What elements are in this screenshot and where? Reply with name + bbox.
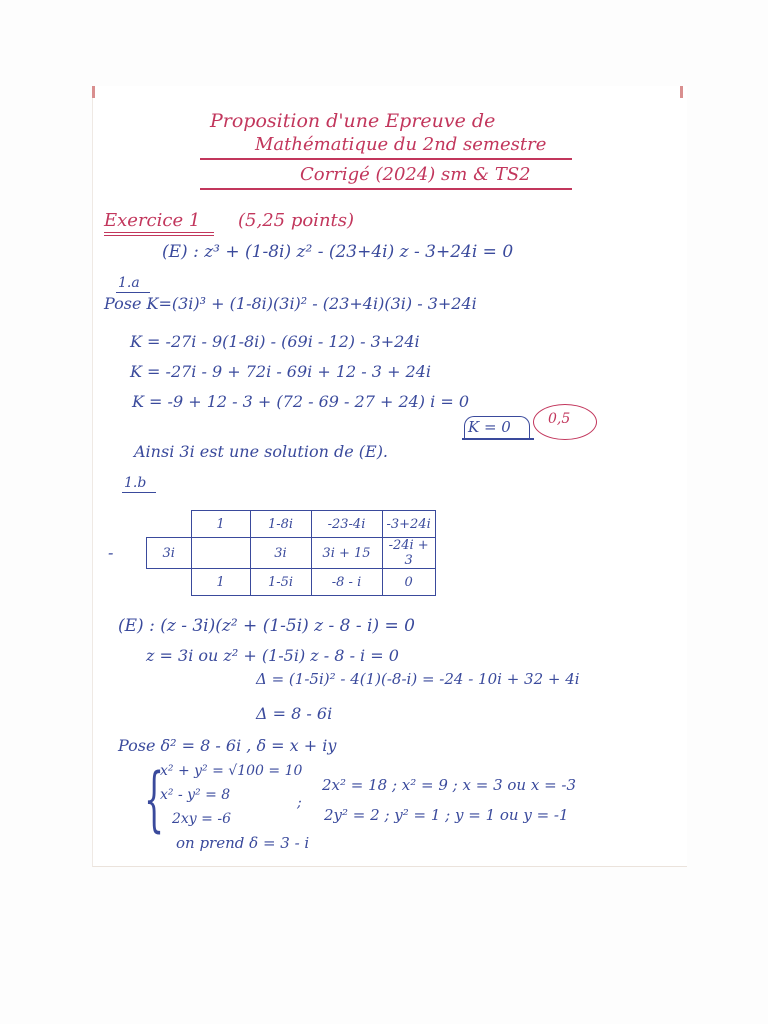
part-1a-line-4: K = -9 + 12 - 3 + (72 - 69 - 27 + 24) i = 0 (132, 392, 470, 411)
part-1b-underline (122, 492, 156, 493)
header-title-line-3: Corrigé (2024) sm & TS2 (300, 164, 531, 185)
system-brace: { (144, 758, 165, 840)
table-cell: 1-8i (250, 511, 311, 538)
part-1a-label: 1.a (118, 275, 140, 291)
solution-line-5: Pose δ² = 8 - 6i , δ = x + iy (118, 736, 337, 755)
exercise-underline (104, 235, 214, 236)
equation-e: (E) : z³ + (1-8i) z² - (23+4i) z - 3+24i = 0 (162, 242, 514, 262)
exercise-underline (104, 232, 214, 233)
table-row (147, 538, 436, 569)
table-cell: 3i (250, 538, 311, 569)
header-rule (200, 188, 572, 190)
k-result-frame (464, 416, 530, 439)
solution-line-2: z = 3i ou z² + (1-5i) z - 8 - i = 0 (146, 646, 399, 665)
table-cell: 3i + 15 (311, 538, 382, 569)
table-row (147, 569, 436, 596)
table-cell (147, 511, 192, 538)
table-cell: -3+24i (382, 511, 435, 538)
system-eq-1: x² + y² = √100 = 10 (160, 763, 303, 779)
part-1a-line-1: Pose K=(3i)³ + (1-8i)(3i)² - (23+4i)(3i) - 3+24i (104, 294, 477, 313)
corner-mark (92, 86, 95, 98)
system-eq-2: x² - y² = 8 (160, 787, 231, 803)
solution-line-1: (E) : (z - 3i)(z² + (1-5i) z - 8 - i) = 0 (118, 616, 415, 636)
horner-table (146, 510, 436, 596)
grade-note: 0,5 (548, 411, 571, 427)
part-1a-line-3: K = -27i - 9 + 72i - 69i + 12 - 3 + 24i (130, 362, 432, 381)
header-title-line-1: Proposition d'une Epreuve de (210, 110, 496, 132)
table-cell: 0 (382, 569, 435, 596)
part-1a-underline (116, 292, 150, 293)
table-cell: -23-4i (311, 511, 382, 538)
table-cell: -24i + 3 (382, 538, 435, 569)
system-eq-3: 2xy = -6 (172, 811, 231, 827)
table-cell: 1 (191, 511, 250, 538)
table-row (147, 511, 436, 538)
system-result-x: 2x² = 18 ; x² = 9 ; x = 3 ou x = -3 (322, 776, 577, 794)
part-1a-line-2: K = -27i - 9(1-8i) - (69i - 12) - 3+24i (130, 332, 420, 351)
corner-mark (680, 86, 683, 98)
margin-dash: - (108, 543, 114, 562)
header-title-line-2: Mathématique du 2nd semestre (255, 134, 547, 155)
part-1b-label: 1.b (124, 475, 147, 491)
table-cell: 3i (147, 538, 192, 569)
table-cell (191, 538, 250, 569)
header-rule (200, 158, 572, 160)
exercise-points: (5,25 points) (238, 210, 355, 231)
system-separator: ; (297, 795, 302, 811)
solution-line-4: Δ = 8 - 6i (256, 704, 333, 723)
system-result-y: 2y² = 2 ; y² = 1 ; y = 1 ou y = -1 (324, 806, 569, 824)
table-cell: 1-5i (250, 569, 311, 596)
table-cell: -8 - i (311, 569, 382, 596)
k-result: K = 0 (468, 418, 511, 436)
solution-conclusion: on prend δ = 3 - i (176, 834, 310, 852)
part-1a-conclusion: Ainsi 3i est une solution de (E). (134, 442, 389, 461)
k-result-underline (462, 438, 534, 440)
exercise-title: Exercice 1 (104, 210, 201, 231)
table-cell (147, 569, 192, 596)
table-cell: 1 (191, 569, 250, 596)
solution-line-3: Δ = (1-5i)² - 4(1)(-8-i) = -24 - 10i + 32 + 4i (256, 670, 580, 688)
